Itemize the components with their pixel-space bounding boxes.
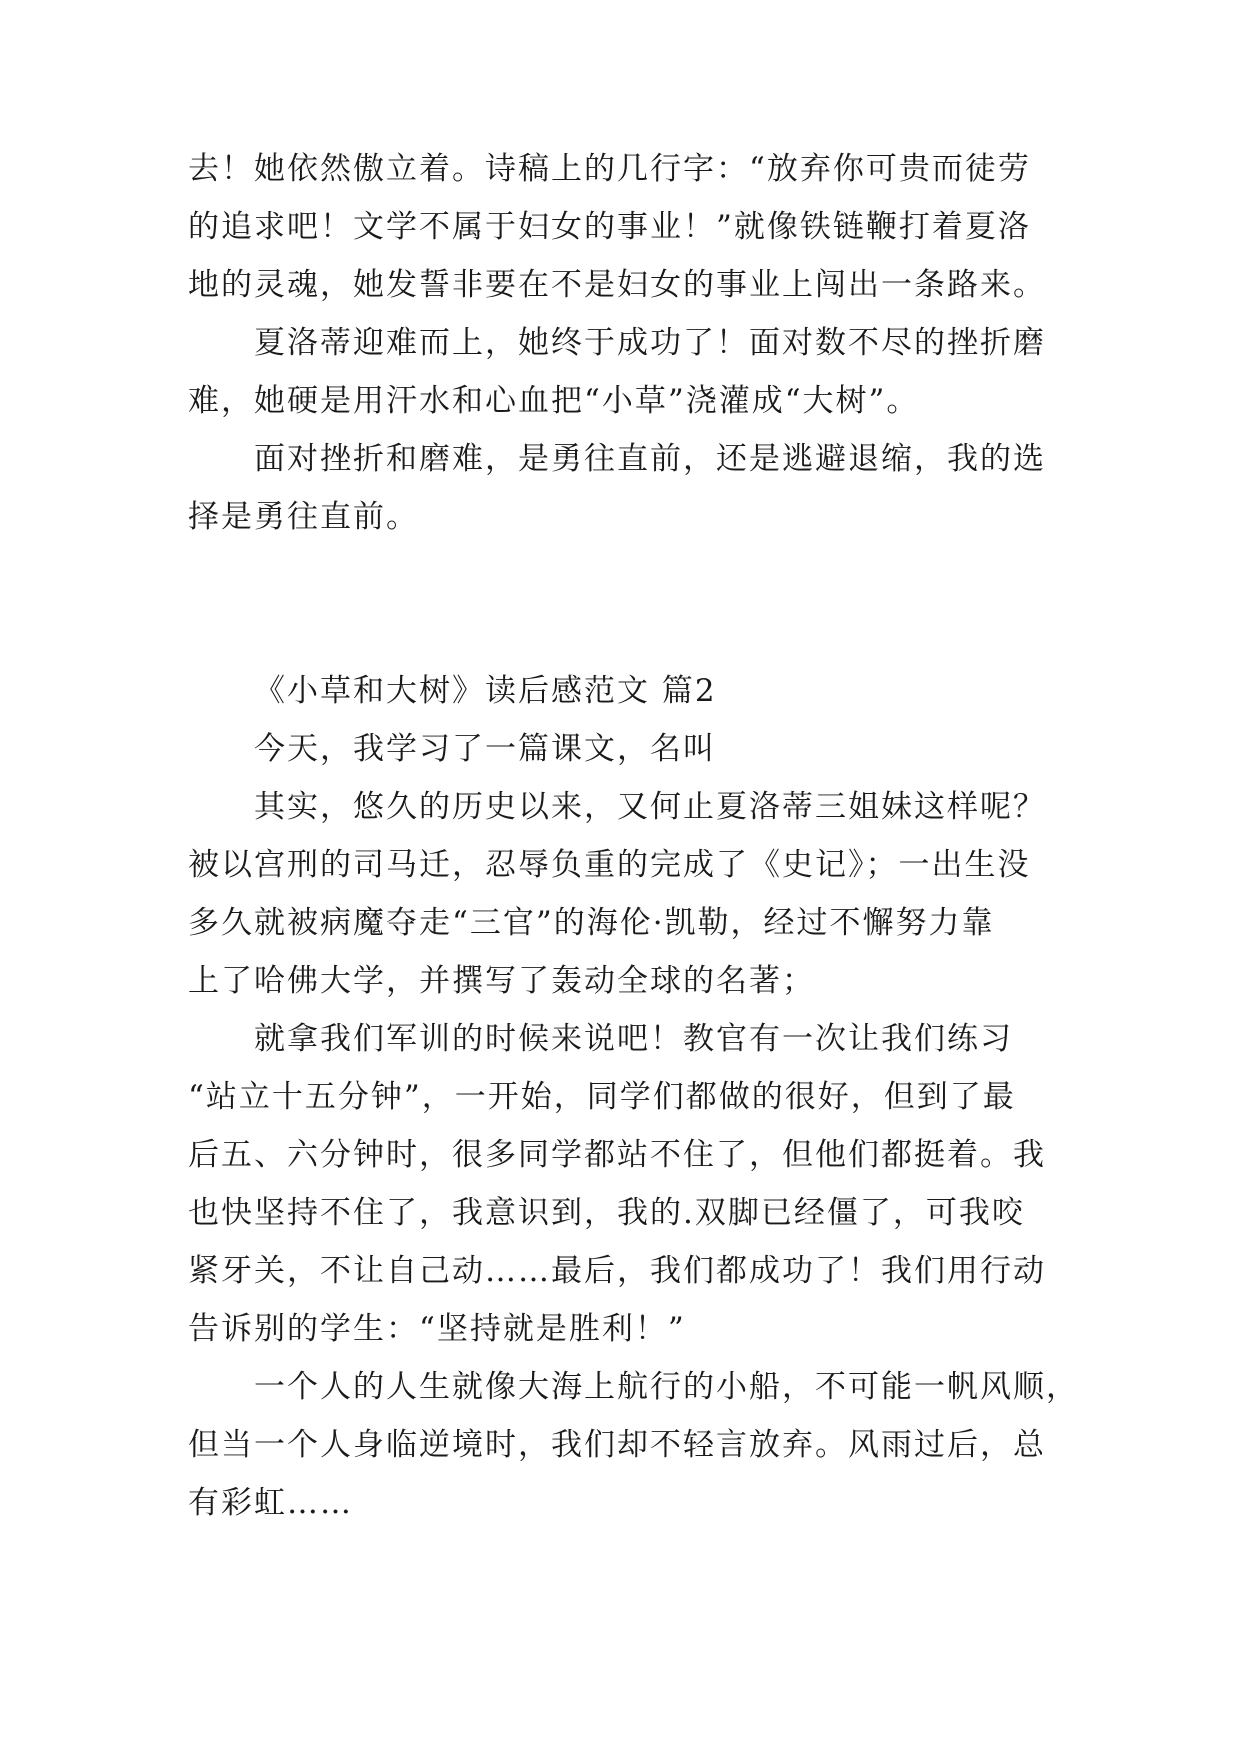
paragraph-line: 多久就被病魔夺走“三官”的海伦·凯勒，经过不懈努力靠 (188, 905, 995, 941)
paragraph-line: 一个人的人生就像大海上航行的小船，不可能一帆风顺， (254, 1369, 1079, 1405)
document-page (188, 140, 1079, 1532)
paragraph-line: 的追求吧！文学不属于妇女的事业！”就像铁链鞭打着夏洛 (188, 209, 1031, 245)
paragraph-line: 告诉别的学生：“坚持就是胜利！” (188, 1311, 686, 1347)
paragraph-line: 但当一个人身临逆境时，我们却不轻言放弃。风雨过后，总 (188, 1427, 1046, 1463)
paragraph-line: 其实，悠久的历史以来，又何止夏洛蒂三姐妹这样呢？ (254, 789, 1046, 825)
section-gap (188, 546, 1068, 662)
paragraph-line: 上了哈佛大学，并撰写了轰动全球的名著； (188, 963, 815, 999)
paragraph-line: 今天，我学习了一篇课文，名叫 (254, 731, 716, 767)
paragraph-line: 面对挫折和磨难，是勇往直前，还是逃避退缩，我的选 (254, 441, 1046, 477)
paragraph-line: 择是勇往直前。 (188, 499, 419, 535)
paragraph-line: 去！她依然傲立着。诗稿上的几行字：“放弃你可贵而徒劳 (188, 151, 1031, 187)
paragraph-line: 就拿我们军训的时候来说吧！教官有一次让我们练习 (254, 1021, 1013, 1057)
section-heading: 《小草和大树》读后感范文 篇2 (254, 673, 717, 709)
paragraph-line: 也快坚持不住了，我意识到，我的.双脚已经僵了，可我咬 (188, 1195, 1025, 1231)
paragraph-line: 夏洛蒂迎难而上，她终于成功了！面对数不尽的挫折磨 (254, 325, 1046, 361)
paragraph-line: 后五、六分钟时，很多同学都站不住了，但他们都挺着。我 (188, 1137, 1046, 1173)
paragraph-line: 有彩虹…… (188, 1485, 353, 1521)
paragraph-line: 紧牙关，不让自己动……最后，我们都成功了！我们用行动 (188, 1253, 1046, 1289)
paragraph-line: 被以宫刑的司马迁，忍辱负重的完成了《史记》；一出生没 (188, 847, 1031, 883)
paragraph-line: 地的灵魂，她发誓非要在不是妇女的事业上闯出一条路来。 (188, 267, 1046, 303)
paragraph-line: 难，她硬是用汗水和心血把“小草”浇灌成“大树”。 (188, 383, 920, 419)
paragraph-line: “站立十五分钟”，一开始，同学们都做的很好，但到了最 (188, 1079, 1016, 1115)
